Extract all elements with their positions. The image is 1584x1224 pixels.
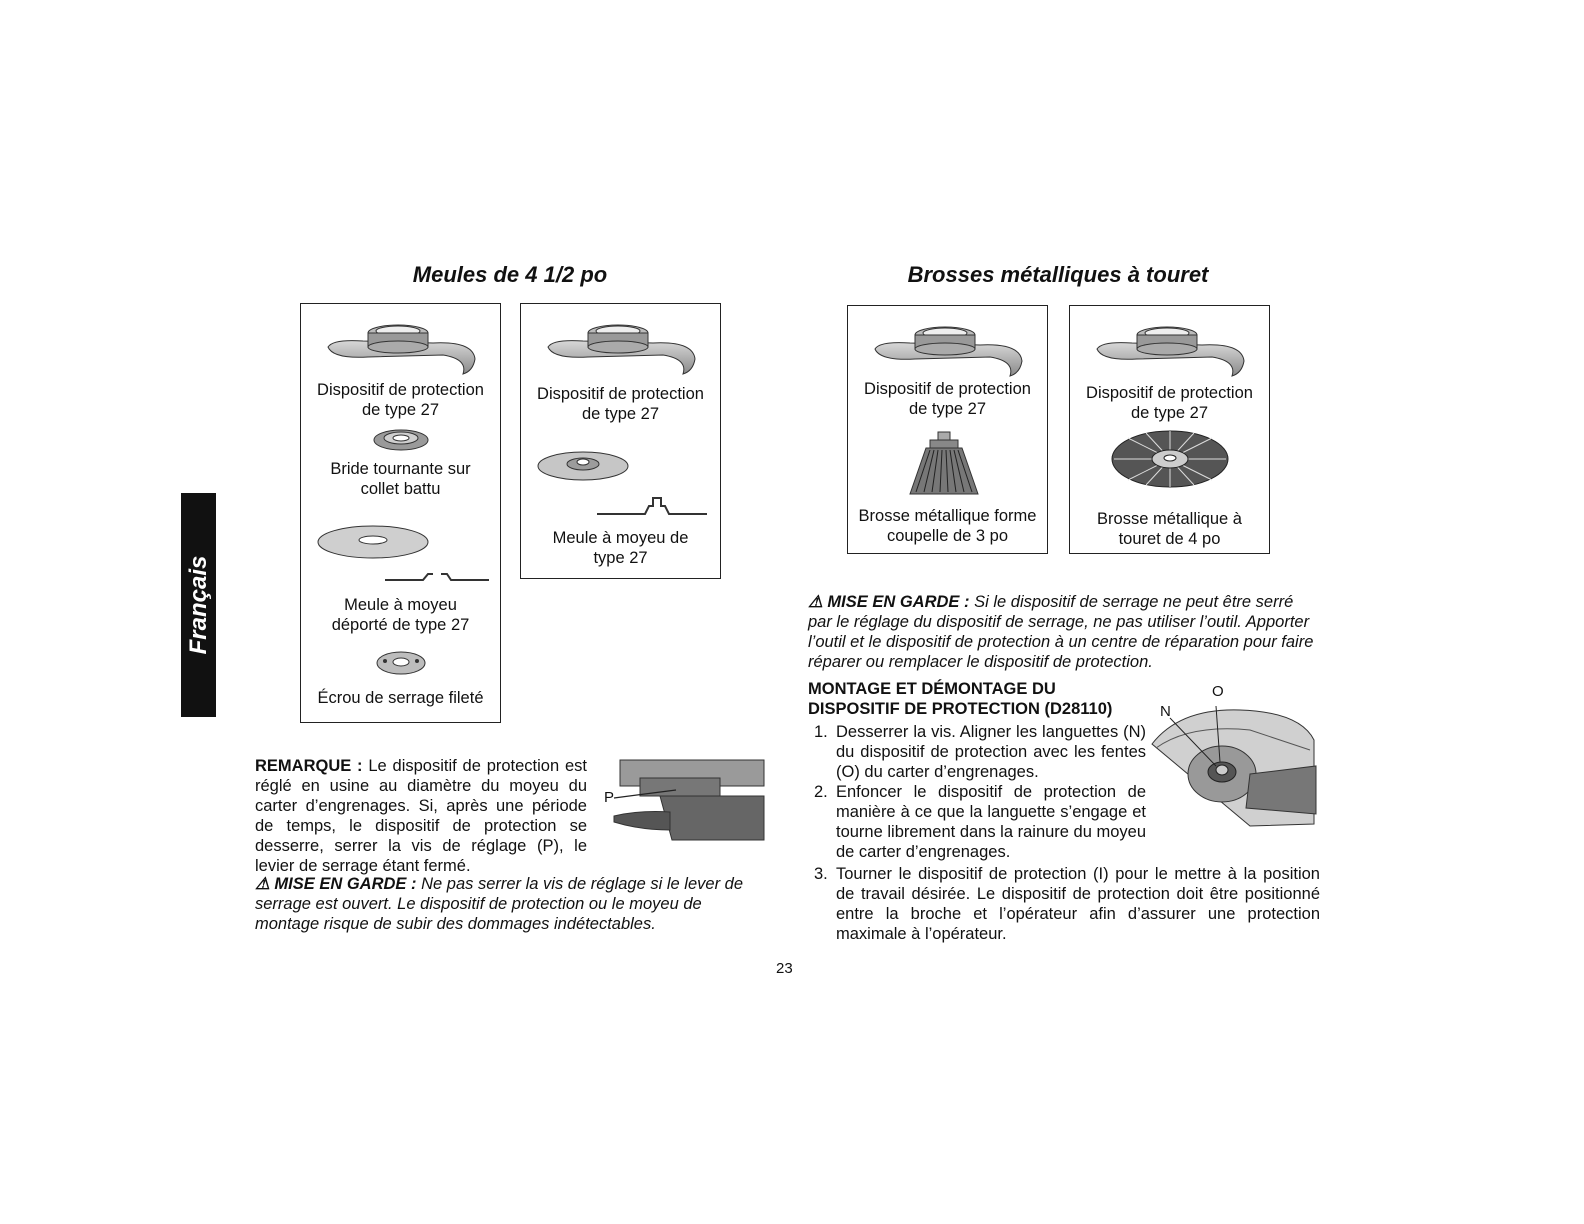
step-number: 2. [814,783,828,801]
guard-icon [870,321,1030,383]
guard-icon [1092,321,1252,383]
warning-right-text: Si le dispositif de serrage ne peut être serré par le réglage du dispositif de serrage, ne pas utiliser l’outil. Apporter l’outil et le dispositif de protection à un centre de réparation pour faire réparer ou remplacer le dispositif de protection. [808,593,1314,671]
brush-accessory-box-1 [847,305,1048,554]
wheel-caption: Meule à moyeu déporté de type 27 [331,596,470,634]
guard-caption: Dispositif de protection de type 27 [864,380,1031,418]
nut-caption: Écrou de serrage fileté [317,689,484,707]
warning-left-label: MISE EN GARDE : [274,875,417,893]
warning-left [255,874,767,934]
remarque-label: REMARQUE : [255,757,363,775]
warning-right [808,592,1320,672]
step-text: Tourner le dispositif de protection (I) pour le mettre à la position de travail désirée. Le dispositif de protection doit être positionné entre la broche et l’opérateur afin d’assurer une protection maximale à l’opérateur. [836,865,1320,943]
right-section-title: Brosses métalliques à touret [907,262,1209,287]
guard-icon [323,319,483,381]
guard-mounting-illustration [1150,704,1318,830]
montage-steps-1-2 [814,722,1146,862]
warning-right-label: MISE EN GARDE : [827,593,970,611]
flange-caption: Bride tournante sur collet battu [330,460,471,498]
remarque-paragraph [255,756,587,876]
page-number: 23 [776,960,793,977]
brush-accessory-box-2 [1069,305,1270,554]
hub-wheel-caption: Meule à moyeu de type 27 [552,529,689,567]
flange-icon [371,426,431,456]
step-number: 3. [814,865,828,883]
step-text: Enfoncer le dispositif de protection de manière à ce que la languette s’engage et tourne librement dans la rainure du moyeu de carter d’engrenages. [836,783,1147,861]
grinding-accessory-box-1 [300,303,501,723]
step-1 [814,722,1146,782]
language-tab [181,493,216,717]
wheel-profile-icon [383,570,493,584]
warning-left-text: Ne pas serrer la vis de réglage si le lever de serrage est ouvert. Le dispositif de protection ou le moyeu de montage risque de subir des dommages indétectables. [255,875,743,933]
language-tab-label: Français [184,555,212,655]
guard-caption: Dispositif de protection de type 27 [317,381,484,419]
step-number: 1. [814,723,828,741]
grinding-accessory-box-2 [520,303,721,579]
remarque-text: Le dispositif de protection est réglé en usine au diamètre du moyeu du carter d’engrenages. Si, après une période de temps, le dispositif de protection se desserre, serrer la vis de réglage (P), le levier de serrage étant fermé. [255,757,587,875]
step-2 [814,782,1146,862]
montage-heading-line1: MONTAGE ET DÉMONTAGE DU [808,680,1056,698]
callout-n: N [1160,703,1171,720]
montage-step-3 [814,864,1320,944]
callout-o: O [1212,683,1224,700]
adjusting-screw-illustration [600,758,766,842]
guard-caption: Dispositif de protection de type 27 [537,385,704,423]
nut-icon [373,648,429,678]
montage-heading [808,679,1112,719]
left-section-title: Meules de 4 1/2 po [412,262,608,287]
callout-p: P [604,789,615,806]
guard-icon [543,319,703,381]
wheel-brush-icon [1110,428,1230,490]
warning-icon: ⚠ [255,875,270,893]
step-3 [814,864,1320,944]
hub-wheel-icon [535,446,635,486]
step-text: Desserrer la vis. Aligner les languettes (N) du dispositif de protection avec les fentes (O) du carter d’engrenages. [836,723,1146,781]
montage-heading-line2: DISPOSITIF DE PROTECTION (D28110) [808,700,1113,718]
cup-brush-caption: Brosse métallique forme coupelle de 3 po [858,507,1037,545]
wheel-brush-caption: Brosse métallique à touret de 4 po [1097,510,1242,548]
hub-wheel-profile-icon [595,494,711,518]
cup-brush-icon [904,430,984,498]
warning-icon: ⚠ [808,593,823,611]
guard-caption: Dispositif de protection de type 27 [1086,384,1253,422]
wheel-icon [315,522,435,562]
